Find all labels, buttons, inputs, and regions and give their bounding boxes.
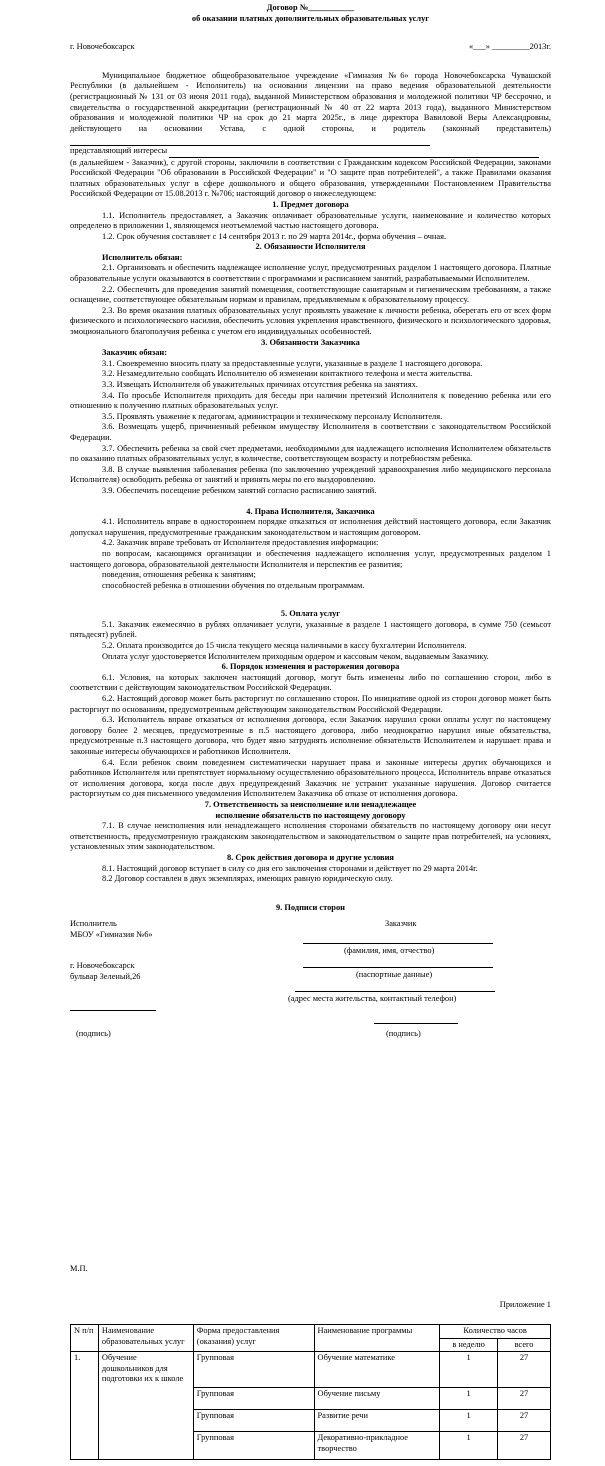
header-service: Наименование образовательных услуг bbox=[98, 1325, 193, 1352]
customer-address-line bbox=[295, 991, 495, 992]
row-week: 1 bbox=[440, 1410, 498, 1432]
customer-passport-caption: (паспортные данные) bbox=[356, 970, 433, 980]
section-7-title: 7. Ответственность за неисполнение или ненадлежащее bbox=[204, 799, 417, 809]
clause-3-8: 3.8. В случае выявления заболевания ребенка (по заключению учреждений здравоохранения либо медицинского персонала Исполнителя) освободить ребенка от занятий и принять меры по его выздоровлению. bbox=[70, 464, 551, 485]
clause-4-2-c: способностей ребенка в отношении обучения по отдельным программам. bbox=[102, 580, 365, 590]
header-hours: Количество часов bbox=[440, 1325, 551, 1339]
clause-5-3: Оплата услуг удостоверяется Исполнителем приходным ордером и кассовым чеком, выдаваемым Заказчику. bbox=[102, 651, 489, 661]
customer-label: Заказчик bbox=[385, 919, 417, 929]
customer-signature-line bbox=[374, 1023, 458, 1024]
table-header-row bbox=[71, 1325, 551, 1339]
executor-signature-caption: (подпись) bbox=[76, 1029, 111, 1039]
customer-fio-line bbox=[303, 943, 493, 944]
section-9-title: 9. Подписи сторон bbox=[276, 902, 345, 912]
clause-2-2: 2.2. Обеспечить для проведения занятий помещения, соответствующие санитарным и гигиеническим требованиям, а также оснащение, соответствующее обязательным нормам и правилам, предъявляемым к образовательному процессу. bbox=[70, 284, 551, 305]
header-program: Наименование программы bbox=[314, 1325, 440, 1352]
row-program: Обучение письму bbox=[314, 1388, 440, 1410]
clause-2-1: 2.1. Организовать и обеспечить надлежащее исполнение услуг, предусмотренных разделом 1 настоящего договора. Платные образовательные услуги оказываются в соответствии с программами и расписанием занятий, разрабатываемыми Исполнителем. bbox=[70, 263, 551, 284]
header-week: в неделю bbox=[440, 1338, 498, 1352]
section-3-title: 3. Обязанности Заказчика bbox=[261, 337, 360, 347]
row-program: Развитие речи bbox=[314, 1410, 440, 1432]
row-total: 27 bbox=[498, 1352, 551, 1388]
place-date-row bbox=[70, 42, 551, 53]
contract-document bbox=[70, 3, 551, 1079]
executor-address: бульвар Зеленый,26 bbox=[70, 972, 141, 982]
clause-4-2-b: поведения, отношения ребенка к занятиям; bbox=[102, 570, 256, 580]
header-form: Форма предоставления (оказания) услуг bbox=[193, 1325, 314, 1352]
section-5-title: 5. Оплата услуг bbox=[280, 609, 341, 619]
row-week: 1 bbox=[440, 1388, 498, 1410]
section-4-title: 4. Права Исполнителя, Заказчика bbox=[246, 506, 375, 516]
clause-8-1: 8.1. Настоящий договор вступает в силу со дня его заключения сторонами и действует по 29 марта 2014г. bbox=[102, 863, 478, 873]
section-6-title: 6. Порядок изменения и расторжения договора bbox=[221, 662, 400, 672]
executor-label: Исполнитель bbox=[70, 919, 117, 929]
clause-5-1: 5.1. Заказчик ежемесячно в рублях оплачивает услуги, указанные в разделе 1 настоящего договора, в сумме 750 (семьсот пятьдесят) рублей. bbox=[70, 619, 551, 640]
section-2-subtitle: Исполнитель обязан: bbox=[102, 252, 183, 262]
appendix-title: Приложение 1 bbox=[499, 1300, 551, 1309]
intro-parties: (в дальнейшем - Заказчик), с другой стороны, заключили в соответствии с Гражданским кодексом Российской Федерации, законами Российской Федерации "Об образовании в Российской Федерации" и "О защите прав потребителей", а также Правилами оказания платных образовательных услуг в сфере дошкольного и общего образования, утвержденными Постановлением Правительства Российской Федерации от 15.08.2013 г. №706; настоящий договор о нижеследующем: bbox=[70, 157, 551, 199]
stamp-place: М.П. bbox=[70, 1264, 88, 1273]
clause-6-3: 6.3. Исполнитель вправе отказаться от исполнения договора, если Заказчик нарушил сроки оплаты услуг по настоящему договору более 2 месяцев, предусмотренные в п.5 настоящего договора, либо неоднократно нарушил иные обязательства, предусмотренные п.3 настоящего договора, что будет явно затруднять исполнение обязательств Исполнителем и нарушает права и законные интересы обучающихся и работников Исполнителя. bbox=[70, 715, 551, 756]
clause-7-1: 7.1. В случае неисполнения или ненадлежащего исполнения сторонами обязательств по настоящему договору они несут ответственность, предусмотренную гражданским законодательством и законодательством о защите прав потребителей, на условиях, установленных этим законодательством. bbox=[70, 821, 551, 852]
parent-name-line bbox=[70, 134, 430, 146]
header-n: N п/п bbox=[71, 1325, 99, 1352]
clause-8-2: 8.2 Договор составлен в двух экземплярах, имеющих равную юридическую силу. bbox=[102, 874, 393, 884]
intro-paragraph: Муниципальное бюджетное общеобразовательное учреждение «Гимназия №6» города Новочебоксарска Чувашской Республики (в дальнейшем - Исполнитель) на основании лицензии на право ведения образовательной деятельности (регистрационный № 131 от 03 июня 2011 года), выданной Министерством образования и молодежной политики ЧР бессрочно, и свидетельства о государственной аккредитации (регистрационный № 40 от 22 марта 2013 года), выданного Министерством образования и молодежной политики ЧР на срок до 21 марта 2025г., в лице директора Вавиловой Веры Александровны, действующего на основании Устава, с одной стороны, и родитель (законный представитель) bbox=[70, 71, 551, 146]
contract-city: г. Новочебоксарск bbox=[70, 42, 135, 52]
section-2-title: 2. Обязанности Исполнителя bbox=[255, 242, 366, 252]
row-week: 1 bbox=[440, 1352, 498, 1388]
header-total: всего bbox=[498, 1338, 551, 1352]
row-total: 27 bbox=[498, 1432, 551, 1460]
clause-6-4: 6.4. Если ребенок своим поведением систематически нарушает права и законные интересы других обучающихся и работников Исполнителя или препятствует нормальному осуществлению образовательного процесса, Исполнитель вправе отказаться от исполнения договора, когда после двух предупреждений Заказчик не устранит указанные нарушения. Договор считается расторгнутым со дня письменного уведомления Исполнителем Заказчика об отказе от исполнения договора. bbox=[70, 757, 551, 799]
row-number: 1. bbox=[71, 1352, 99, 1460]
executor-name: МБОУ «Гимназия №6» bbox=[70, 930, 153, 940]
contract-date: «___» _________2013г. bbox=[468, 42, 551, 52]
appendix-table bbox=[70, 1324, 551, 1460]
section-7-title-cont: исполнение обязательств по настоящему договору bbox=[215, 810, 406, 820]
customer-signature-caption: (подпись) bbox=[386, 1029, 421, 1039]
clause-3-1: 3.1. Своевременно вносить плату за предоставленные услуги, указанные в разделе 1 настоящего договора. bbox=[102, 358, 483, 368]
intro-represents: представляющий интересы bbox=[70, 146, 551, 158]
executor-city: г. Новочебоксарск bbox=[70, 961, 135, 971]
table-row bbox=[71, 1352, 551, 1388]
contract-title: Договор №___________ bbox=[266, 3, 355, 12]
clause-3-7: 3.7. Обеспечить ребенка за свой счет предметами, необходимыми для надлежащего исполнения Исполнителем обязательств по оказанию платных образовательных услуг, в количестве, соответствующем возрасту и потребностям ребенка. bbox=[70, 443, 551, 464]
clause-5-2: 5.2. Оплата производится до 15 числа текущего месяца наличными в кассу бухгалтерии Исполнителя. bbox=[102, 641, 467, 651]
clause-3-3: 3.3. Извещать Исполнителя об уважительных причинах отсутствия ребенка на занятиях. bbox=[102, 380, 418, 389]
row-form: Групповая bbox=[193, 1410, 314, 1432]
clause-6-2: 6.2. Настоящий договор может быть расторгнут по соглашению сторон. По инициативе одной из сторон договор может быть расторгнут по основаниям, предусмотренным действующим законодательством Российской Федерации. bbox=[70, 694, 551, 714]
clause-1-2: 1.2. Срок обучения составляет с 14 сентября 2013 г. по 29 марта 2014г., форма обучения – очная. bbox=[102, 231, 447, 241]
row-form: Групповая bbox=[193, 1388, 314, 1410]
signatures-block bbox=[70, 919, 551, 1079]
row-total: 27 bbox=[498, 1410, 551, 1432]
customer-passport-line bbox=[303, 967, 493, 968]
customer-fio-caption: (фамилия, имя, отчество) bbox=[344, 946, 435, 956]
row-week: 1 bbox=[440, 1432, 498, 1460]
clause-3-2: 3.2. Незамедлительно сообщать Исполнителю об изменении контактного телефона и места жительства. bbox=[102, 369, 473, 379]
section-8-title: 8. Срок действия договора и другие условия bbox=[227, 852, 394, 862]
row-form: Групповая bbox=[193, 1352, 314, 1388]
customer-address-caption: (адрес места жительства, контактный телефон) bbox=[288, 994, 457, 1004]
clause-3-4: 3.4. По просьбе Исполнителя приходить для беседы при наличии претензий Исполнителя к поведению ребенка или его отношению к получению платных образовательных услуг. bbox=[70, 390, 551, 411]
row-program: Обучение математике bbox=[314, 1352, 440, 1388]
clause-3-6: 3.6. Возмещать ущерб, причиненный ребенком имуществу Исполнителя в соответствии с законодательством Российской Федерации. bbox=[70, 422, 551, 442]
row-form: Групповая bbox=[193, 1432, 314, 1460]
section-3-subtitle: Заказчик обязан: bbox=[102, 348, 168, 358]
clause-3-9: 3.9. Обеспечить посещение ребенком занятий согласно расписанию занятий. bbox=[102, 485, 377, 495]
row-program: Декоративно-прикладное творчество bbox=[314, 1432, 440, 1460]
clause-4-1: 4.1. Исполнитель вправе в одностороннем порядке отказаться от исполнения действий настоящего договора, если Заказчик допускал нарушения, предусмотренные гражданским законодательством и настоящим договором. bbox=[70, 517, 551, 537]
clause-3-5: 3.5. Проявлять уважение к педагогам, администрации и техническому персоналу Исполнителя. bbox=[102, 411, 443, 421]
child-name-line bbox=[169, 146, 539, 158]
service-name: Обучение дошкольников для подготовки их к школе bbox=[98, 1352, 193, 1460]
clause-6-1: 6.1. Условия, на которых заключен настоящий договор, могут быть изменены либо по соглашению сторон, либо в соответствии с действующим законодательством Российской Федерации. bbox=[70, 672, 551, 693]
section-1-title: 1. Предмет договора bbox=[272, 199, 349, 209]
clause-4-2: 4.2. Заказчик вправе требовать от Исполнителя предоставления информации: bbox=[102, 538, 379, 548]
contract-subtitle: об оказании платных дополнительных образовательных услуг bbox=[191, 13, 430, 23]
row-total: 27 bbox=[498, 1388, 551, 1410]
clause-2-3: 2.3. Во время оказания платных образовательных услуг проявлять уважение к личности ребенка, оберегать его от всех форм физического и психологического насилия, обеспечить условия укрепления нравственного, физического и психологического здоровья, эмоционального благополучия ребенка с учетом его индивидуальных особенностей. bbox=[70, 305, 551, 337]
clause-1-1: 1.1. Исполнитель предоставляет, а Заказчик оплачивает образовательные услуги, наименование и количество которых определено в приложении 1, являющемся неотъемлемой частью настоящего договора. bbox=[70, 210, 551, 231]
clause-4-2-a: по вопросам, касающимся организации и обеспечения надлежащего исполнения услуг, предусмотренных разделом 1 настоящего договора, образовательной деятельности Исполнителя и перспектив ее развития; bbox=[70, 548, 551, 569]
executor-signature-line bbox=[70, 1010, 156, 1011]
